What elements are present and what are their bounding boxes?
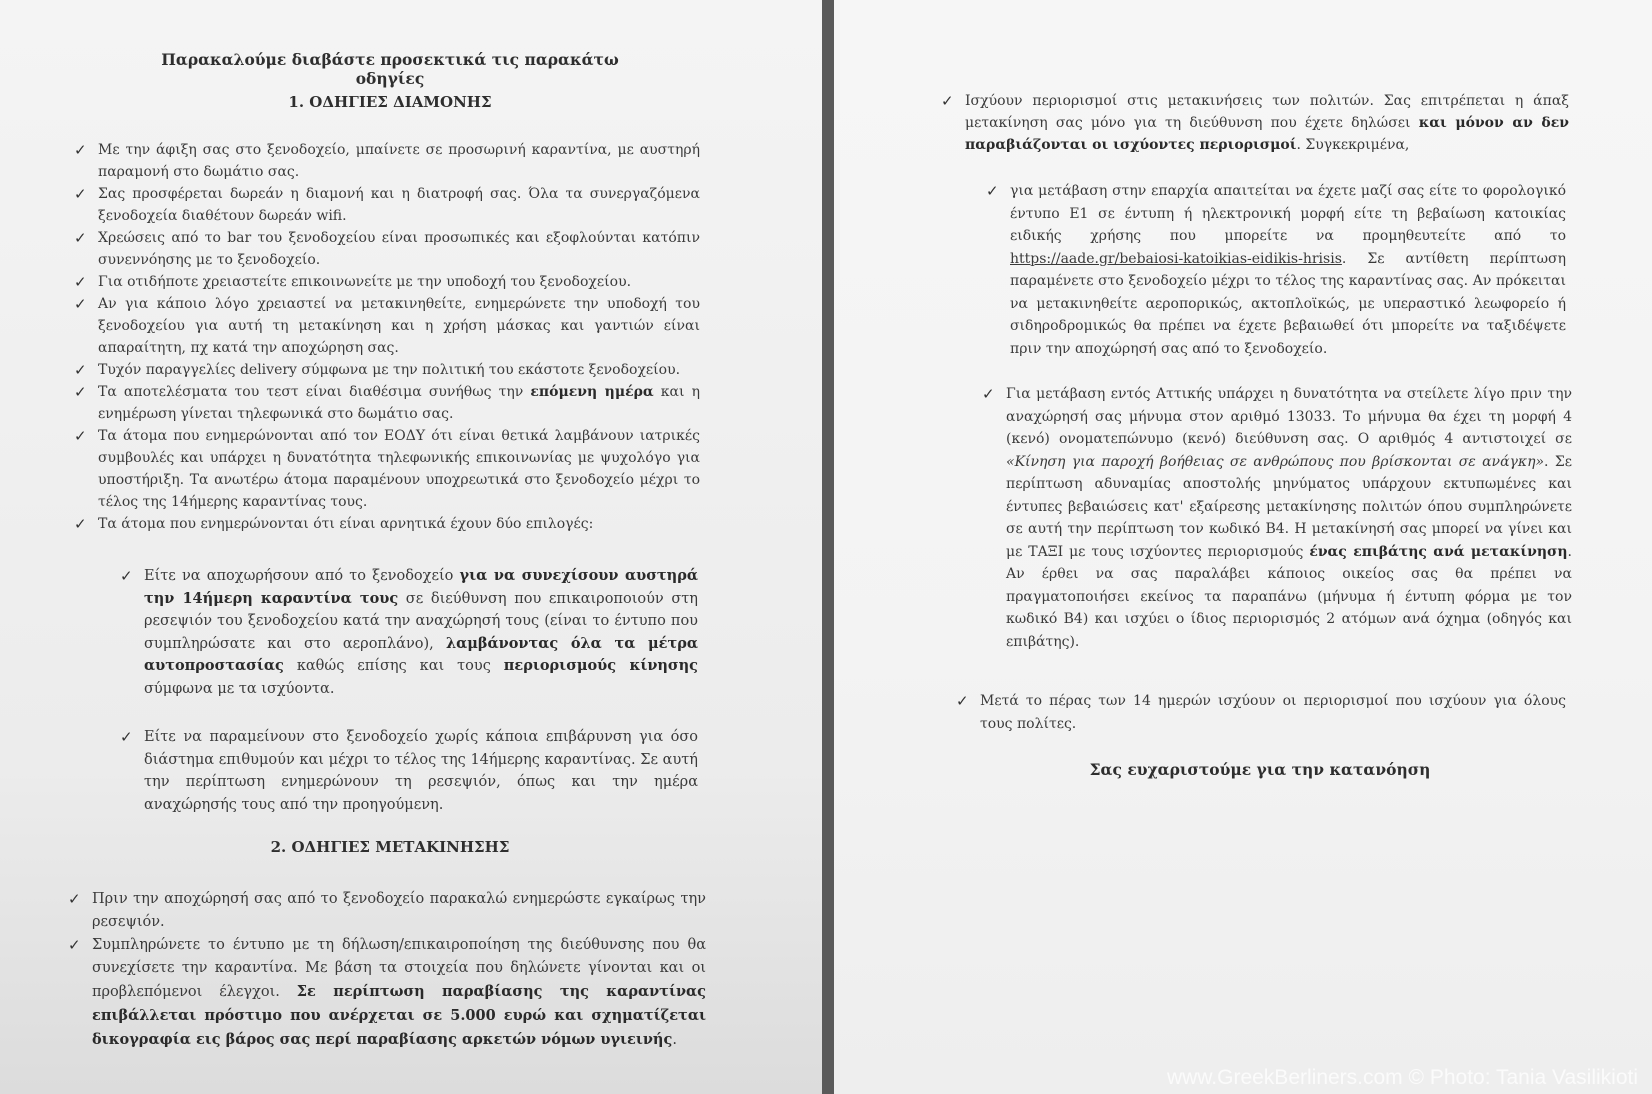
list-item — [72, 381, 700, 425]
list-item-text: Τα άτομα που ενημερώνονται από τον ΕΟΔΥ ότι είναι θετικά λαμβάνουν ιατρικές συμβουλές και υπάρχει η δυνατότητα τηλεφωνικής επικοινωνίας με ψυχολόγο για υποστήριξη. Τα ανωτέρω άτομα παραμένουν υποχρεωτικά στο ξενοδοχείο μέχρι το τέλος της 14ήμερης καραντίνας τους. — [98, 428, 700, 510]
list-item-text: Χρεώσεις από το bar του ξενοδοχείου είναι προσωπικές και εξοφλούνται κατόπιν συνεννόησης με το ξενοδοχείο. — [98, 230, 700, 268]
list-item-text: Είτε να παραμείνουν στο ξενοδοχείο χωρίς κάποια επιβάρυνση για όσο διάστημα επιθυμούν και μέχρι το τέλος της 14ήμερης καραντίνας. Σε αυτή την περίπτωση ενημερώνουν τη ρεσεψιόν, όπως και την ημέρα αναχώρησής τους από την προηγούμενη. — [144, 729, 698, 813]
check-icon: ✓ — [74, 229, 87, 247]
list-item-text: Ισχύουν περιορισμοί στις μετακινήσεις των πολιτών. Σας επιτρέπεται η άπαξ μετακίνηση σας μόνο για τη διεύθυνση που έχετε δηλώσει — [965, 93, 1569, 131]
attica-list — [980, 383, 1572, 653]
section1-list-wrap — [72, 139, 700, 535]
check-icon: ✓ — [68, 890, 81, 908]
check-icon: ✓ — [986, 182, 999, 200]
list-item — [939, 90, 1569, 156]
quoted-category: «Κίνηση για παροχή βοήθειας σε ανθρώπους που βρίσκονται σε ανάγκη» — [1006, 453, 1545, 470]
thanks-text: Σας ευχαριστούμε για την κατανόηση — [1089, 760, 1431, 779]
list-item-text: Για οτιδήποτε χρειαστείτε επικοινωνείτε με την υποδοχή του ξενοδοχείου. — [98, 274, 632, 290]
list-item-text: Συμπληρώνετε το έντυπο με τη δήλωση/επικαιροποίηση της διεύθυνσης που θα συνεχίσετε την καραντίνα. Με βάση τα στοιχεία που δηλώνετε γίνονται και οι προβλεπόμενοι έλεγχοι. — [92, 937, 706, 1000]
list-item-text: . Σε αντίθετη περίπτωση παραμένετε στο ξενοδοχείο μέχρι το τέλος της καραντίνας σας. Αν πρόκειται να μετακινηθείτε αεροπορικώς, ακτοπλοϊκώς, με υπεραστικό λεωφορείο ή σιδηροδρομικώς θα πρέπει να έχετε βεβαιωθεί ότι μπορείτε να ταξιδέψετε πριν την αποχώρησή σας από το ξενοδοχείο. — [1010, 250, 1566, 357]
list-item — [72, 227, 700, 271]
list-item-text: Για μετάβαση εντός Αττικής υπάρχει η δυνατότητα να στείλετε λίγο πριν την αναχώρησή σας μήνυμα στον αριθμό 13033. Το μήνυμα θα έχει τη μορφή 4 (κενό) ονοματεπώνυμο (κενό) διεύθυνση σας. Ο αριθμός 4 αντιστοιχεί σε — [1006, 386, 1572, 447]
list-item-text: Τυχόν παραγγελίες delivery σύμφωνα με την πολιτική του εκάστοτε ξενοδοχείου. — [98, 362, 681, 378]
list-item — [72, 293, 700, 359]
attica-wrap — [980, 383, 1572, 653]
document-page-right — [834, 0, 1652, 1094]
page-gap — [822, 0, 834, 1094]
photo-credit-watermark: www.GreekBerliners.com © Photo: Tania Vasilikioti — [1166, 1066, 1638, 1089]
thanks-wrap — [954, 760, 1566, 779]
check-icon: ✓ — [74, 185, 87, 203]
right-list-wrap — [939, 90, 1569, 156]
list-item — [72, 359, 700, 381]
document-heading-wrap — [150, 50, 630, 88]
list-item-text: καθώς επίσης και τους — [283, 658, 504, 674]
list-item-text: . Αν έρθει να σας παραλάβει κάποιος οικείος σας θα πρέπει να πραγματοποιήσει εκείνος τα παραπάνω (μήνυμα ή έντυπη φόρμα με τον κωδικό Β4) και ισχύει ο ίδιος περιορισμός 2 ατόμων ανά όχημα (οδηγός και επιβάτης). — [1006, 543, 1572, 650]
province-wrap — [984, 180, 1566, 360]
province-list — [984, 180, 1566, 360]
list-item-text: Μετά το πέρας των 14 ημερών ισχύουν οι περιορισμοί που ισχύουν για όλους τους πολίτες. — [980, 693, 1566, 732]
emphasis-text: επόμενη ημέρα — [530, 384, 654, 400]
list-item-text: Πριν την αποχώρησή σας από το ξενοδοχείο παρακαλώ ενημερώστε εγκαίρως την ρεσεψιόν. — [92, 891, 706, 930]
document-heading: Παρακαλούμε διαβάστε προσεκτικά τις παρακάτω οδηγίες — [161, 50, 619, 88]
list-item-text: σύμφωνα με τα ισχύοντα. — [144, 680, 335, 697]
emphasis-text: Σε περίπτωση παραβίασης της καραντίνας επιβάλλεται πρόστιμο που ανέρχεται σε 5.000 ευρώ και σχηματίζεται δικογραφία εις βάρος σας περί παραβίασης αρκετών νόμων υγιεινής — [92, 983, 707, 1048]
check-icon: ✓ — [956, 692, 969, 710]
check-icon: ✓ — [941, 92, 954, 110]
list-item — [72, 425, 700, 513]
after14-wrap — [954, 690, 1566, 735]
section1-list — [72, 139, 700, 535]
check-icon: ✓ — [68, 936, 81, 954]
movement-list — [939, 90, 1569, 156]
list-item-text: Είτε να αποχωρήσουν από το ξενοδοχείο — [144, 568, 460, 584]
aade-link[interactable]: https://aade.gr/bebaiosi-katoikias-eidikis-hrisis — [1010, 250, 1342, 267]
list-item-text: σε διεύθυνση που επικαιροποιούν στη ρεσεψιόν του ξενοδοχείου κατά την αναχώρησή τους (είναι το έντυπο που συμπληρώσατε και στο αεροπλάνο), — [144, 590, 698, 652]
list-item-text: . Σε περίπτωση αδυναμίας αποστολής μηνύματος υπάρχουν εκτυπωμένες και έντυπες βεβαιώσεις κατ' εξαίρεσης μετακίνησης πολιτών όπου συμπληρώνετε σε αυτή την περίπτωση τον κωδικό Β4. Η μετακίνησή σας μπορεί να γίνει και με ΤΑΞΙ με τους ισχύοντες περιορισμούς — [1006, 453, 1572, 560]
list-item-text: Σας προσφέρεται δωρεάν η διαμονή και η διατροφή σας. Όλα τα συνεργαζόμενα ξενοδοχεία διαθέτουν δωρεάν wifi. — [98, 186, 700, 224]
emphasis-text: για να συνεχίσουν αυστηρά την 14ήμερη καραντίνα τους — [144, 567, 698, 607]
section2-list — [66, 888, 706, 1052]
emphasis-text: περιορισμούς κίνησης — [503, 657, 698, 674]
list-item-text: για μετάβαση στην επαρχία απαιτείται να έχετε μαζί σας είτε το φορολογικό έντυπο Ε1 σε έντυπη ή ηλεκτρονική μορφή είτε τη βεβαίωση κατοικίας ειδικής χρήσης που μπορείτε να προμηθευτείτε από το — [1010, 183, 1566, 244]
list-item-text: . Συγκεκριμένα, — [1296, 137, 1410, 153]
check-icon: ✓ — [74, 295, 87, 313]
section2-title: 2. ΟΔΗΓΙΕΣ ΜΕΤΑΚΙΝΗΣΗΣ — [270, 838, 510, 856]
check-icon: ✓ — [120, 567, 133, 585]
negative-options-wrap — [118, 565, 698, 842]
list-item — [72, 513, 700, 535]
check-icon: ✓ — [74, 141, 87, 159]
section2-list-wrap — [66, 888, 706, 1052]
negative-options-list — [118, 565, 698, 816]
section1-title-wrap — [150, 93, 630, 111]
document-page-left — [0, 0, 822, 1094]
list-item-text: Τα άτομα που ενημερώνονται ότι είναι αρνητικά έχουν δύο επιλογές: — [98, 516, 594, 532]
list-item — [118, 565, 698, 700]
list-item — [72, 139, 700, 183]
after14-list — [954, 690, 1566, 735]
list-item-text: Αν για κάποιο λόγο χρειαστεί να μετακινηθείτε, ενημερώνετε την υποδοχή του ξενοδοχείου για αυτή τη μετακίνηση και η χρήση μάσκας και γαντιών είναι απαραίτητη, πχ κατά την αποχώρηση σας. — [98, 296, 700, 356]
list-item-text: Τα αποτελέσματα του τεστ είναι διαθέσιμα συνήθως την — [98, 384, 531, 400]
list-item — [980, 383, 1572, 653]
check-icon: ✓ — [74, 427, 87, 445]
list-item — [72, 183, 700, 227]
list-item-text: . — [672, 1032, 677, 1048]
check-icon: ✓ — [74, 515, 87, 533]
emphasis-text: λαμβάνοντας όλα τα μέτρα αυτοπροστασίας — [144, 634, 698, 674]
check-icon: ✓ — [74, 361, 87, 379]
check-icon: ✓ — [74, 273, 87, 291]
list-item — [66, 888, 706, 934]
list-item-text: Με την άφιξη σας στο ξενοδοχείο, μπαίνετε σε προσωρινή καραντίνα, με αυστηρή παραμονή στο δωμάτιο σας. — [98, 142, 700, 180]
emphasis-text: και μόνον αν δεν παραβιάζονται οι ισχύοντες περιορισμοί — [965, 115, 1569, 153]
check-icon: ✓ — [74, 383, 87, 401]
list-item — [954, 690, 1566, 735]
list-item — [72, 271, 700, 293]
section1-title: 1. ΟΔΗΓΙΕΣ ΔΙΑΜΟΝΗΣ — [288, 93, 492, 111]
list-item — [66, 934, 706, 1052]
emphasis-text: ένας επιβάτης ανά μετακίνηση — [1309, 543, 1568, 560]
list-item-text: και η ενημέρωση γίνεται τηλεφωνικά στο δωμάτιο σας. — [98, 384, 701, 422]
list-item — [118, 726, 698, 816]
section2-title-wrap — [150, 838, 630, 856]
check-icon: ✓ — [120, 728, 133, 746]
check-icon: ✓ — [982, 385, 995, 403]
list-item — [984, 180, 1566, 360]
